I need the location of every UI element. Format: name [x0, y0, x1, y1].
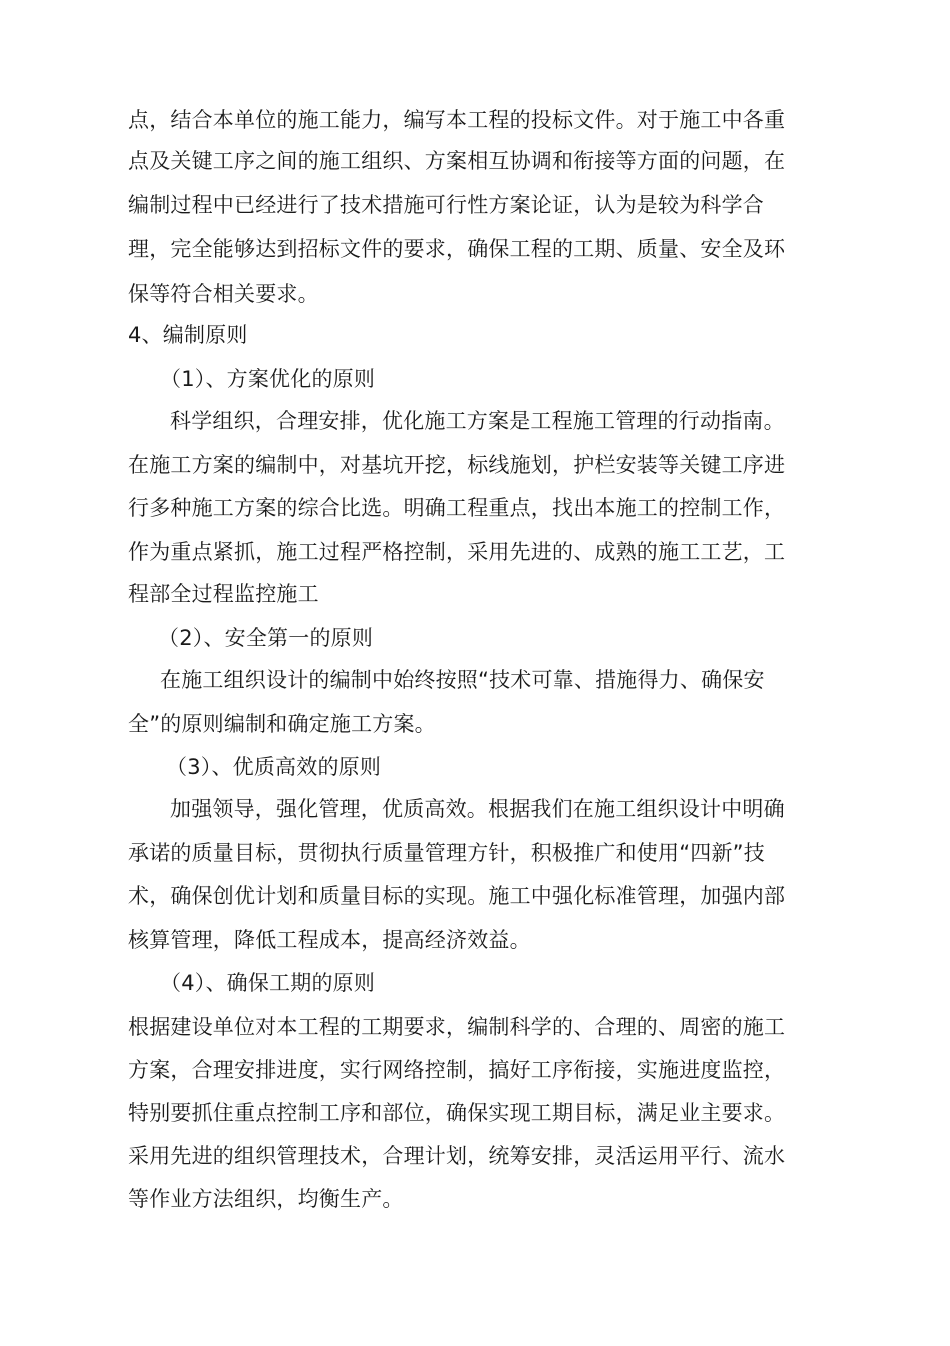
- paragraph-line: 编制过程中已经进行了技术措施可行性方案论证，认为是较为科学合: [128, 193, 764, 217]
- paragraph-line: 特别要抓住重点控制工序和部位，确保实现工期目标，满足业主要求。: [128, 1101, 786, 1125]
- paragraph-line: 科学组织，合理安排，优化施工方案是工程施工管理的行动指南。: [170, 409, 785, 433]
- section-heading: 4、编制原则: [128, 323, 248, 347]
- paragraph-line: 程部全过程监控施工: [128, 582, 319, 606]
- paragraph-line: 行多种施工方案的综合比选。明确工程重点，找出本施工的控制工作，: [128, 496, 786, 520]
- paragraph-line: 术，确保创优计划和质量目标的实现。施工中强化标准管理，加强内部: [128, 884, 786, 908]
- subsection-heading: （1）、方案优化的原则: [160, 367, 376, 391]
- subsection-heading: （4）、确保工期的原则: [160, 971, 376, 995]
- paragraph-line: 全”的原则编制和确定施工方案。: [128, 712, 436, 736]
- paragraph-line: 根据建设单位对本工程的工期要求，编制科学的、合理的、周密的施工: [128, 1015, 786, 1039]
- paragraph-line: 采用先进的组织管理技术，合理计划，统筹安排，灵活运用平行、流水: [128, 1144, 786, 1168]
- paragraph-line: 点，结合本单位的施工能力，编写本工程的投标文件。对于施工中各重: [128, 108, 786, 132]
- paragraph-line: 方案，合理安排进度，实行网络控制，搞好工序衔接，实施进度监控，: [128, 1058, 786, 1082]
- paragraph-line: 在施工方案的编制中，对基坑开挖，标线施划，护栏安装等关键工序进: [128, 453, 786, 477]
- paragraph-line: 理，完全能够达到招标文件的要求，确保工程的工期、质量、安全及环: [128, 237, 786, 261]
- subsection-heading: （3）、优质高效的原则: [166, 755, 382, 779]
- paragraph-line: 加强领导，强化管理，优质高效。根据我们在施工组织设计中明确: [170, 797, 785, 821]
- paragraph-line: 承诺的质量目标，贯彻执行质量管理方针，积极推广和使用“四新”技: [128, 841, 765, 865]
- paragraph-line: 核算管理，降低工程成本，提高经济效益。: [128, 928, 531, 952]
- paragraph-line: 等作业方法组织，均衡生产。: [128, 1187, 404, 1211]
- paragraph-line: 在施工组织设计的编制中始终按照“技术可靠、措施得力、确保安: [160, 668, 765, 692]
- paragraph-line: 作为重点紧抓，施工过程严格控制，采用先进的、成熟的施工工艺，工: [128, 540, 786, 564]
- paragraph-line: 保等符合相关要求。: [128, 282, 319, 306]
- subsection-heading: （2）、安全第一的原则: [158, 626, 374, 650]
- paragraph-line: 点及关键工序之间的施工组织、方案相互协调和衔接等方面的问题，在: [128, 149, 786, 173]
